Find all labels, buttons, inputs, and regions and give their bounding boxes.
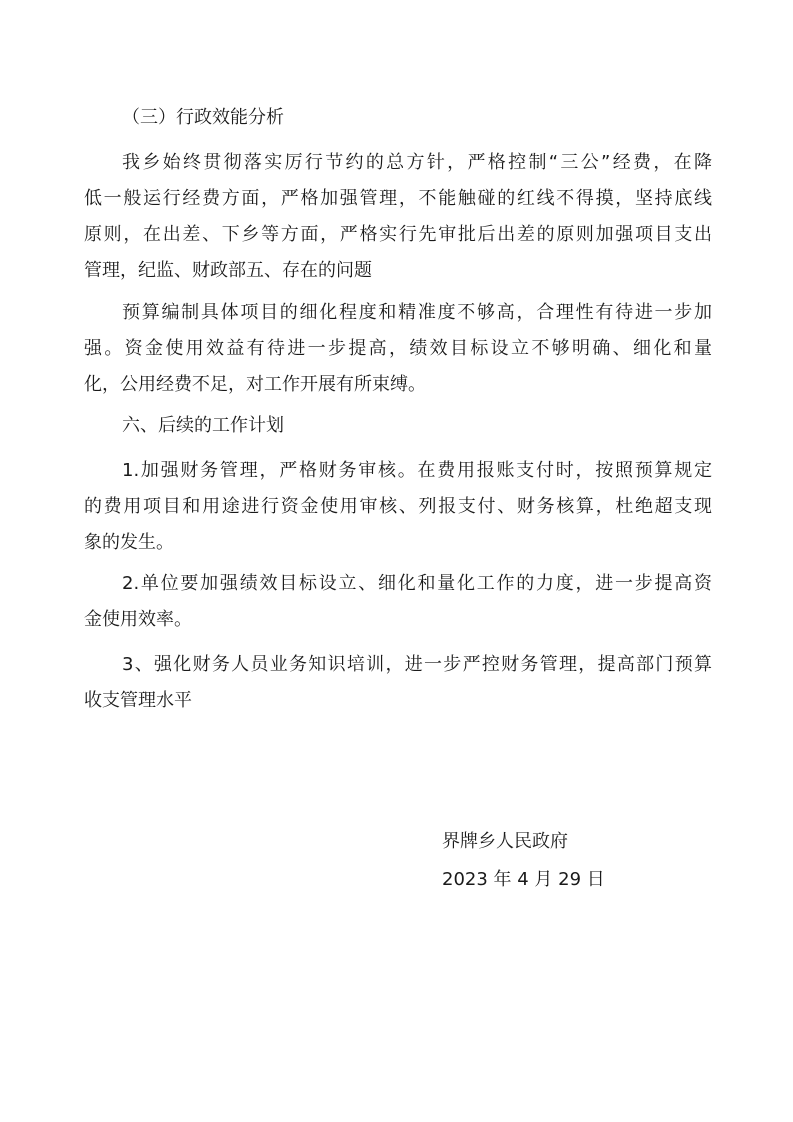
paragraph-line: 我乡始终贯彻落实厉行节约的总方针，严格控制“三公”经费，在降 bbox=[122, 152, 712, 173]
paragraph-line: 低一般运行经费方面，严格加强管理，不能触碰的红线不得摸，坚持底线 bbox=[84, 188, 712, 209]
paragraph-line: 2.单位要加强绩效目标设立、细化和量化工作的力度，进一步提高资 bbox=[122, 573, 712, 594]
paragraph-line: 化，公用经费不足，对工作开展有所束缚。 bbox=[84, 374, 426, 395]
paragraph-line: 管理，纪监、财政部五、存在的问题 bbox=[84, 260, 372, 281]
heading-work-plan-text: 六、后续的工作计划 bbox=[122, 415, 284, 436]
paragraph-line: 的费用项目和用途进行资金使用审核、列报支付、财务核算，杜绝超支现 bbox=[84, 496, 712, 517]
paragraph-line: 象的发生。 bbox=[84, 532, 174, 553]
signature-date: 2023 年 4 月 29 日 bbox=[442, 869, 605, 890]
paragraph-line: 1.加强财务管理，严格财务审核。在费用报账支付时，按照预算规定 bbox=[122, 460, 712, 481]
section-heading-text: （三）行政效能分析 bbox=[122, 107, 284, 128]
paragraph-line: 3、强化财务人员业务知识培训，进一步严控财务管理，提高部门预算 bbox=[122, 654, 712, 675]
paragraph-line: 原则，在出差、下乡等方面，严格实行先审批后出差的原则加强项目支出 bbox=[84, 224, 712, 245]
paragraph-line: 预算编制具体项目的细化程度和精准度不够高，合理性有待进一步加 bbox=[122, 302, 712, 323]
paragraph-line: 强。资金使用效益有待进一步提高，绩效目标设立不够明确、细化和量 bbox=[84, 338, 712, 359]
paragraph-line: 金使用效率。 bbox=[84, 609, 192, 630]
paragraph-line: 收支管理水平 bbox=[84, 690, 192, 711]
signature-organization: 界牌乡人民政府 bbox=[442, 831, 568, 852]
